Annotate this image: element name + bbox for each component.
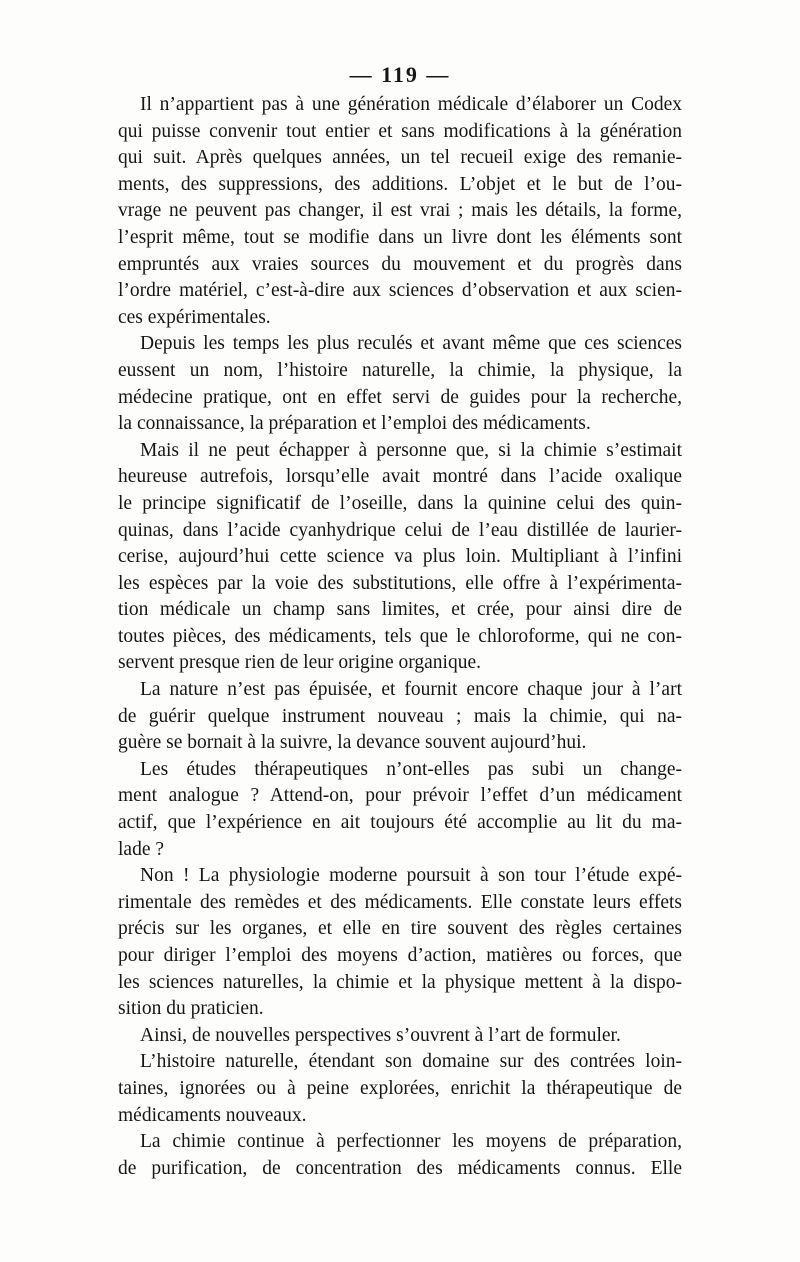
text-line: sition du praticien. [118, 998, 264, 1020]
text-line: médecine pratique, ont en effet servi de guides pour la recherche, [118, 386, 682, 408]
text-line: les sciences naturelles, la chimie et la physique mettent à la dispo- [118, 971, 682, 993]
text-line: pour diriger l’emploi des moyens d’action, matières ou forces, que [118, 945, 682, 966]
paragraph [118, 92, 682, 331]
text-line: servent presque rien de leur origine organique. [118, 652, 481, 674]
text-line: cerise, aujourd’hui cette science va plus loin. Multipliant à l’infini [118, 546, 682, 568]
text-line: le principe significatif de l’oseille, dans la quinine celui des quin- [118, 492, 682, 514]
text-line: ments, des suppressions, des additions. L’objet et le but de l’ou- [118, 173, 682, 195]
text-line: toutes pièces, des médicaments, tels que le chloroforme, qui ne con- [118, 625, 682, 647]
text-line: les espèces par la voie des substitutions, elle offre à l’expérimenta- [118, 572, 682, 594]
text-line: la connaissance, la préparation et l’emploi des médicaments. [118, 413, 591, 435]
text-line: Non ! La physiologie moderne poursuit à son tour l’étude expé- [140, 865, 682, 887]
text-line: quinas, dans l’acide cyanhydrique celui de l’eau distillée de laurier- [118, 519, 682, 541]
text-line: lade ? [118, 838, 165, 860]
text-line: eussent un nom, l’histoire naturelle, la chimie, la physique, la [118, 359, 682, 381]
text-line: empruntés aux vraies sources du mouvement et du progrès dans [118, 253, 682, 275]
text-line: La nature n’est pas épuisée, et fournit encore chaque jour à l’art [140, 679, 682, 701]
text-line: qui puisse convenir tout entier et sans modifications à la génération [118, 120, 682, 142]
text-line: ces expérimentales. [118, 306, 271, 328]
paragraph [118, 863, 682, 1023]
text-line: vrage ne peuvent pas changer, il est vrai ; mais les détails, la forme, [118, 200, 682, 222]
text-line: tion médicale un champ sans limites, et crée, pour ainsi dire de [118, 599, 682, 621]
text-line: médicaments nouveaux. [118, 1104, 307, 1126]
text-line: Il n’appartient pas à une génération médicale d’élaborer un Codex [140, 94, 682, 115]
paragraph [118, 1049, 682, 1129]
text-line: qui suit. Après quelques années, un tel recueil exige des remanie- [118, 147, 682, 169]
body-text [118, 92, 682, 1182]
paragraph [118, 331, 682, 437]
paragraph [118, 757, 682, 863]
text-line: l’esprit même, tout se modifie dans un livre dont les éléments sont [118, 226, 682, 248]
text-line: La chimie continue à perfectionner les moyens de préparation, [140, 1131, 682, 1153]
text-line: précis sur les organes, et elle en tire souvent des règles certaines [118, 918, 682, 940]
text-line: guère se bornait à la suivre, la devance souvent aujourd’hui. [118, 732, 587, 754]
text-line: L’histoire naturelle, étendant son domaine sur des contrées loin- [140, 1051, 682, 1073]
text-line: de purification, de concentration des médicaments connus. Elle [118, 1157, 682, 1179]
paragraph [118, 677, 682, 757]
text-line: heureuse autrefois, lorsqu’elle avait montré dans l’acide oxalique [118, 466, 682, 488]
text-line: Les études thérapeutiques n’ont-elles pas subi un change- [140, 758, 682, 780]
text-line: Ainsi, de nouvelles perspectives s’ouvrent à l’art de formuler. [140, 1024, 621, 1046]
text-line: rimentale des remèdes et des médicaments. Elle constate leurs effets [118, 891, 682, 913]
text-line: de guérir quelque instrument nouveau ; mais la chimie, qui na- [118, 705, 682, 727]
text-line: l’ordre matériel, c’est-à-dire aux sciences d’observation et aux scien- [118, 280, 682, 302]
text-line: Depuis les temps les plus reculés et avant même que ces sciences [140, 333, 682, 355]
text-line: actif, que l’expérience en ait toujours été accomplie au lit du ma- [118, 812, 682, 834]
paragraph [118, 438, 682, 677]
page-number: — 119 — [349, 62, 451, 87]
text-line: Mais il ne peut échapper à personne que, si la chimie s’estimait [140, 439, 682, 461]
text-line: ment analogue ? Attend-on, pour prévoir l’effet d’un médicament [118, 785, 682, 807]
paragraph [118, 1129, 682, 1182]
paragraph [118, 1023, 682, 1050]
text-line: taines, ignorées ou à peine explorées, enrichit la thérapeutique de [118, 1077, 682, 1099]
